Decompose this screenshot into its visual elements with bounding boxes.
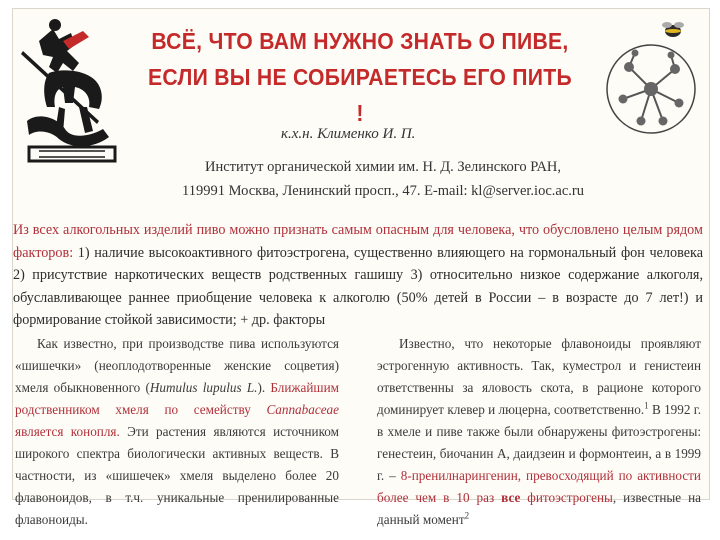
footnote-ref-1: 1 — [644, 400, 649, 411]
scanned-poster — [12, 8, 710, 527]
latin-name-hop: Humulus lupulus L. — [149, 380, 258, 395]
abstract-body: 1) наличие высокоактивного фитоэстрогена, существенно влияющего на гормональный фон человека 2) присутствие наркотических веществ родственных гашишу 3) относительно низкое содержание алкоголя, обуславливающее раннее приобщение человека к алкоголю (50% детей в России – в возрасте до 7 лет!) и формирование стойкой зависимости; + др. факторы — [13, 244, 703, 328]
address-email: 119991 Москва, Ленинский просп., 47. E-mail: kl@server.ioc.ac.ru — [182, 183, 584, 199]
right-text-3: , известные на данный момент — [377, 490, 701, 527]
footnote-ref-2: 2 — [464, 510, 470, 521]
affiliation — [163, 155, 603, 203]
title-line-2: ЕСЛИ ВЫ НЕ СОБИРАЕТЕСЬ ЕГО ПИТЬ ! — [148, 64, 572, 126]
left-column-paragraph — [15, 333, 339, 531]
right-red-bold: все — [501, 490, 521, 505]
poster-title — [144, 23, 576, 131]
left-text-2: ). — [257, 380, 271, 395]
right-text-1: Известно, что некоторые флавоноиды проявляют эстрогенную активность. Так, куместрол и генистеин ответственны за яловость скота, в рационе которого доминирует клевер и люцерна, соответственно. — [377, 336, 701, 417]
st-george-emblem-icon — [19, 11, 123, 169]
abstract-paragraph — [13, 219, 703, 332]
abstract-lead: Из всех алкогольных изделий пиво можно признать самым опасным для человека, что обусловлено целым рядом факторов: — [13, 222, 703, 261]
right-text-2: В 1992 г. в хмеле и пиве также были обнаружены фитоэстрогены: генестеин, биочанин А, даидзеин и формонтеин, а в 1999 г. – — [377, 402, 701, 483]
right-red-text-1: 8-пренилнарингенин, превосходящий по активности более чем в 10 раз — [377, 468, 701, 505]
molecule-bee-emblem-icon — [601, 17, 701, 155]
title-line-1: ВСЁ, ЧТО ВАМ НУЖНО ЗНАТЬ О ПИВЕ, — [151, 28, 569, 54]
left-text-1: Как известно, при производстве пива используются «шишечки» (неоплодотворенные женские соцветия) хмеля обыкновенного ( — [15, 336, 339, 395]
left-red-text-1: Ближайшим родственником хмеля по семейству — [15, 380, 339, 417]
latin-name-family: Cannabaceae — [266, 402, 339, 417]
author-name: к.х.н. Клименко И. П. — [281, 126, 416, 142]
left-text-3: Эти растения являются источником широкого спектра биологически активных веществ. В частности, из «шишечек» хмеля выделено более 20 флавоноидов, в т.ч. уникальные пренилированные флавоноиды. — [15, 424, 339, 527]
institute-name: Институт органической химии им. Н. Д. Зелинского РАН, — [204, 159, 562, 175]
right-red-text-2: фитоэстрогены — [520, 490, 613, 505]
right-column-paragraph — [377, 333, 701, 531]
left-red-text-2: является конопля. — [15, 424, 120, 439]
